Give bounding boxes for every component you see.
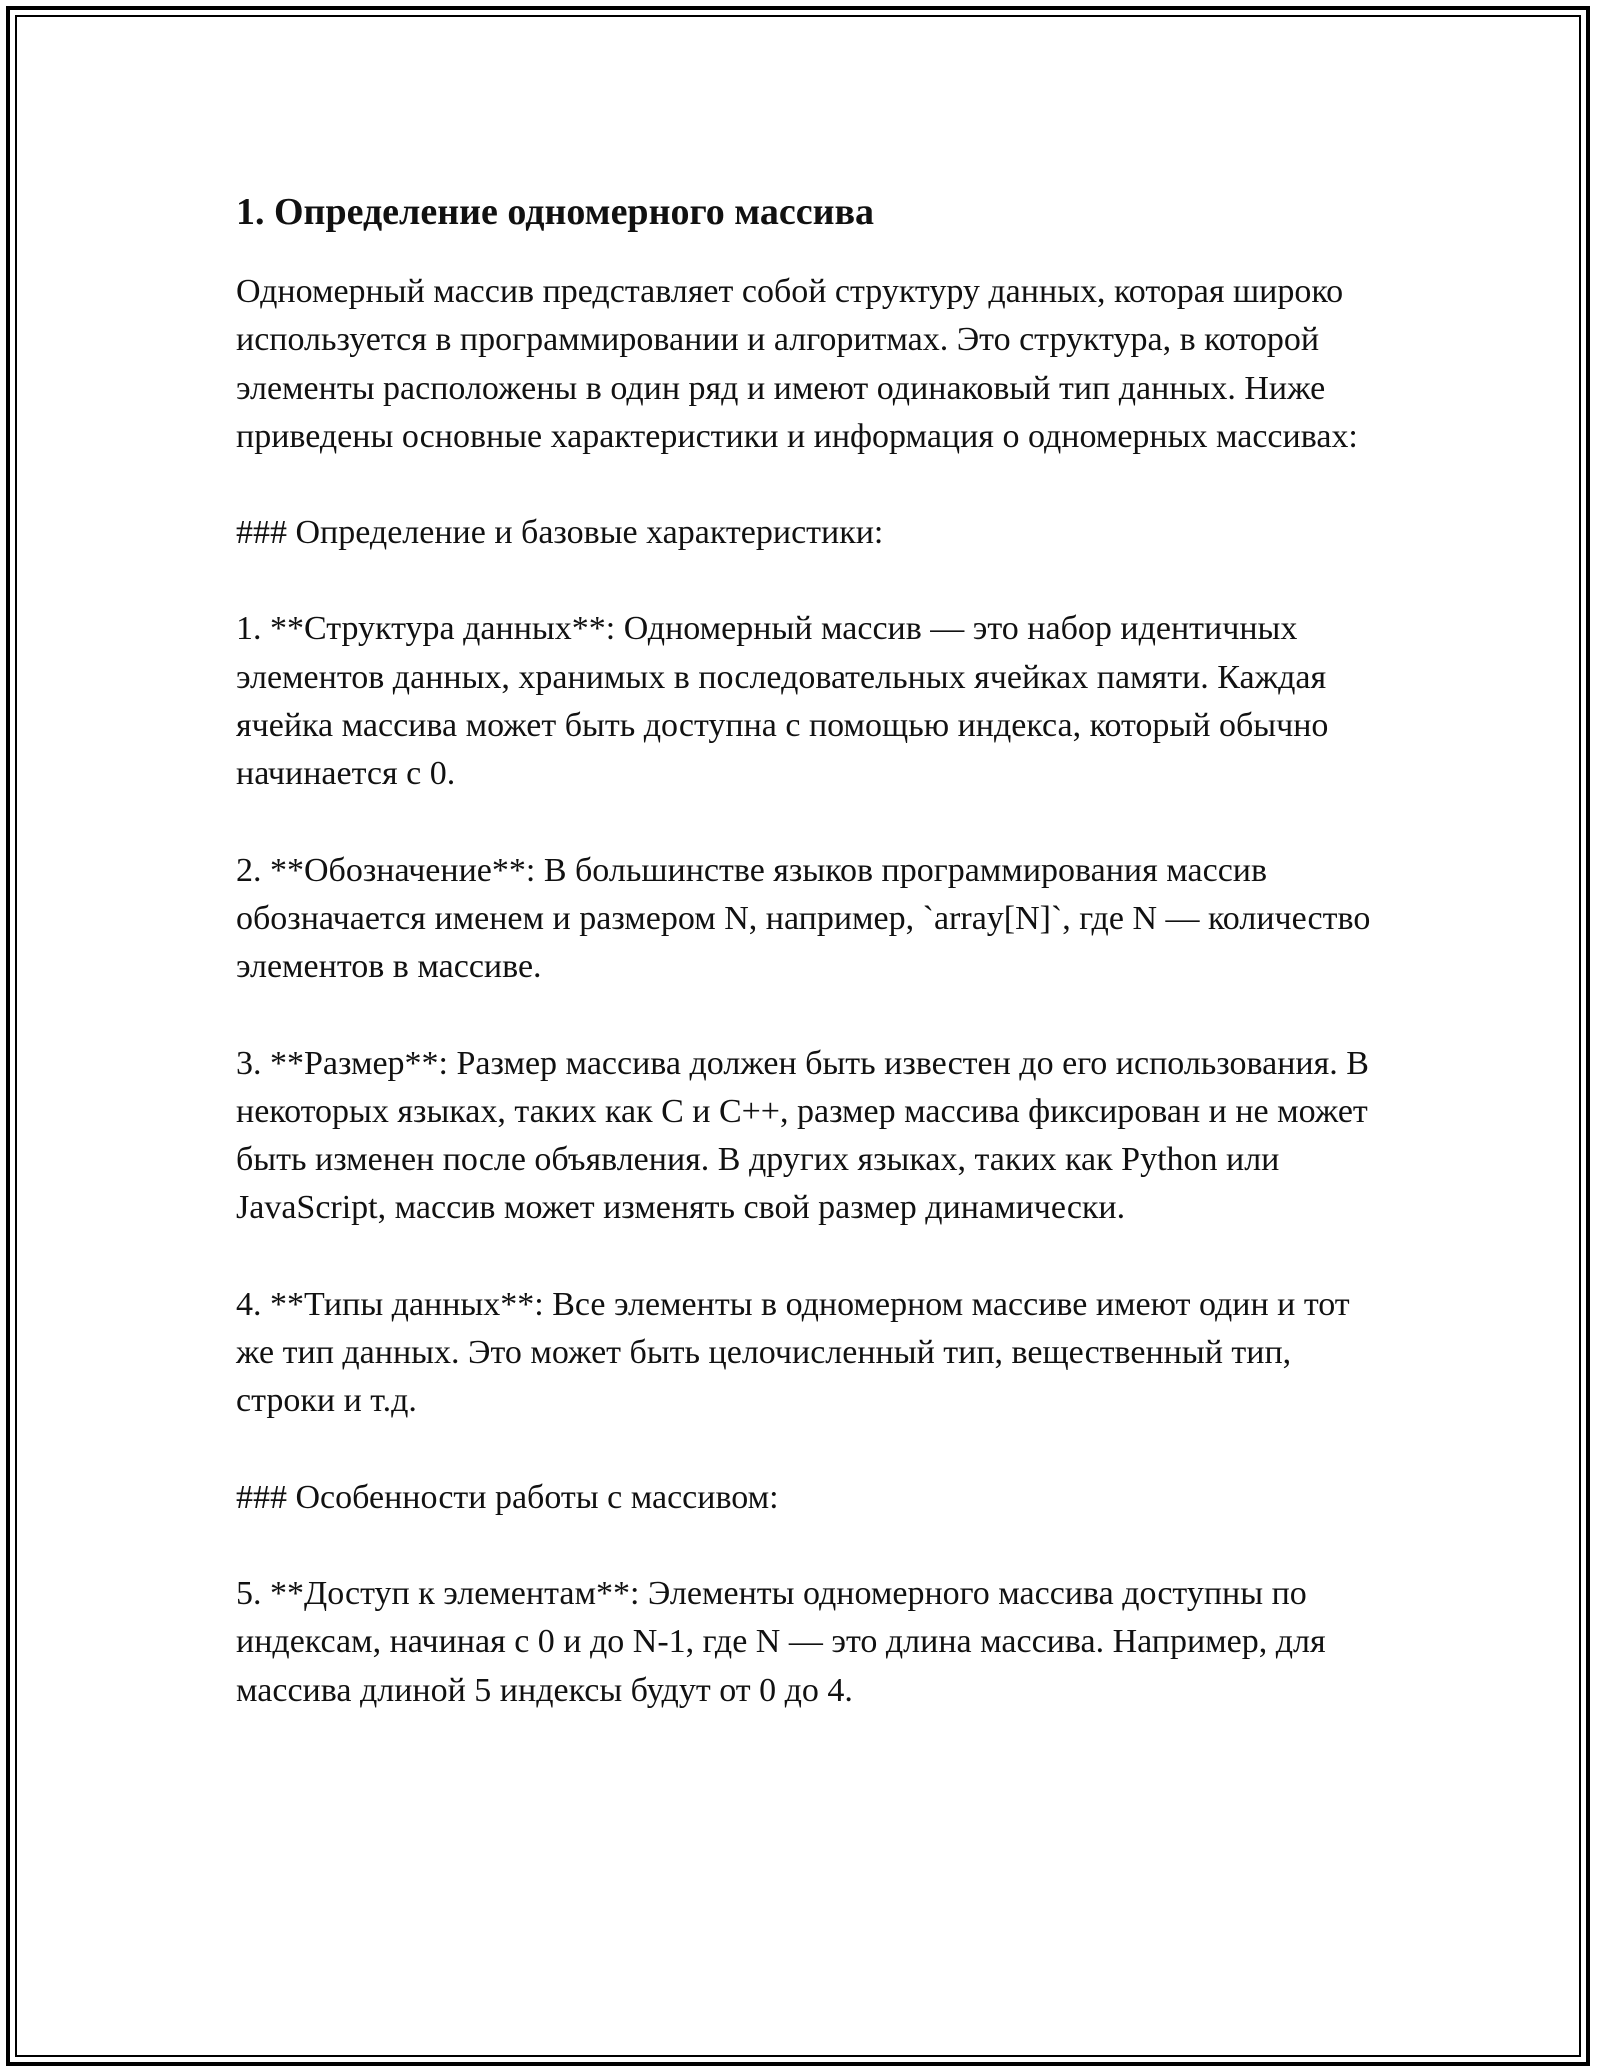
list-item-size: 3. **Размер**: Размер массива должен быть известен до его использования. В некоторых языках, таких как C и C++, размер массива фиксирован и не может быть изменен после объявления. В других языках, таких как Python или JavaScript, массив может изменять свой размер динамически. [236,1044,1369,1227]
list-item-data-structure: 1. **Структура данных**: Одномерный массив — это набор идентичных элементов данных, хранимых в последовательных ячейках памяти. Каждая ячейка массива может быть доступна с помощью индекса, который обычно начинается с 0. [236,610,1329,793]
list-item-element-access: 5. **Доступ к элементам**: Элементы одномерного массива доступны по индексам, начиная с 0 и до N-1, где N — это длина массива. Например, для массива длиной 5 индексы будут от 0 до 4. [236,1574,1326,1709]
list-item-data-types: 4. **Типы данных**: Все элементы в одномерном массиве имеют один и тот же тип данных. Это может быть целочисленный тип, вещественный тип, строки и т.д. [236,1285,1350,1420]
list-item-notation: 2. **Обозначение**: В большинстве языков программирования массив обозначается именем и размером N, например, `array[N]`, где N — количество элементов в массиве. [236,851,1371,986]
document-page [236,186,1396,1763]
section-heading-features: ### Особенности работы с массивом: [236,1478,779,1516]
section-heading-basics: ### Определение и базовые характеристики: [236,514,884,552]
intro-paragraph: Одномерный массив представляет собой структуру данных, которая широко используется в программировании и алгоритмах. Это структура, в которой элементы расположены в один ряд и имеют одинаковый тип данных. Ниже приведены основные характеристики и информация о одномерных массивах: [236,273,1358,455]
document-title: 1. Определение одномерного массива [236,191,875,233]
